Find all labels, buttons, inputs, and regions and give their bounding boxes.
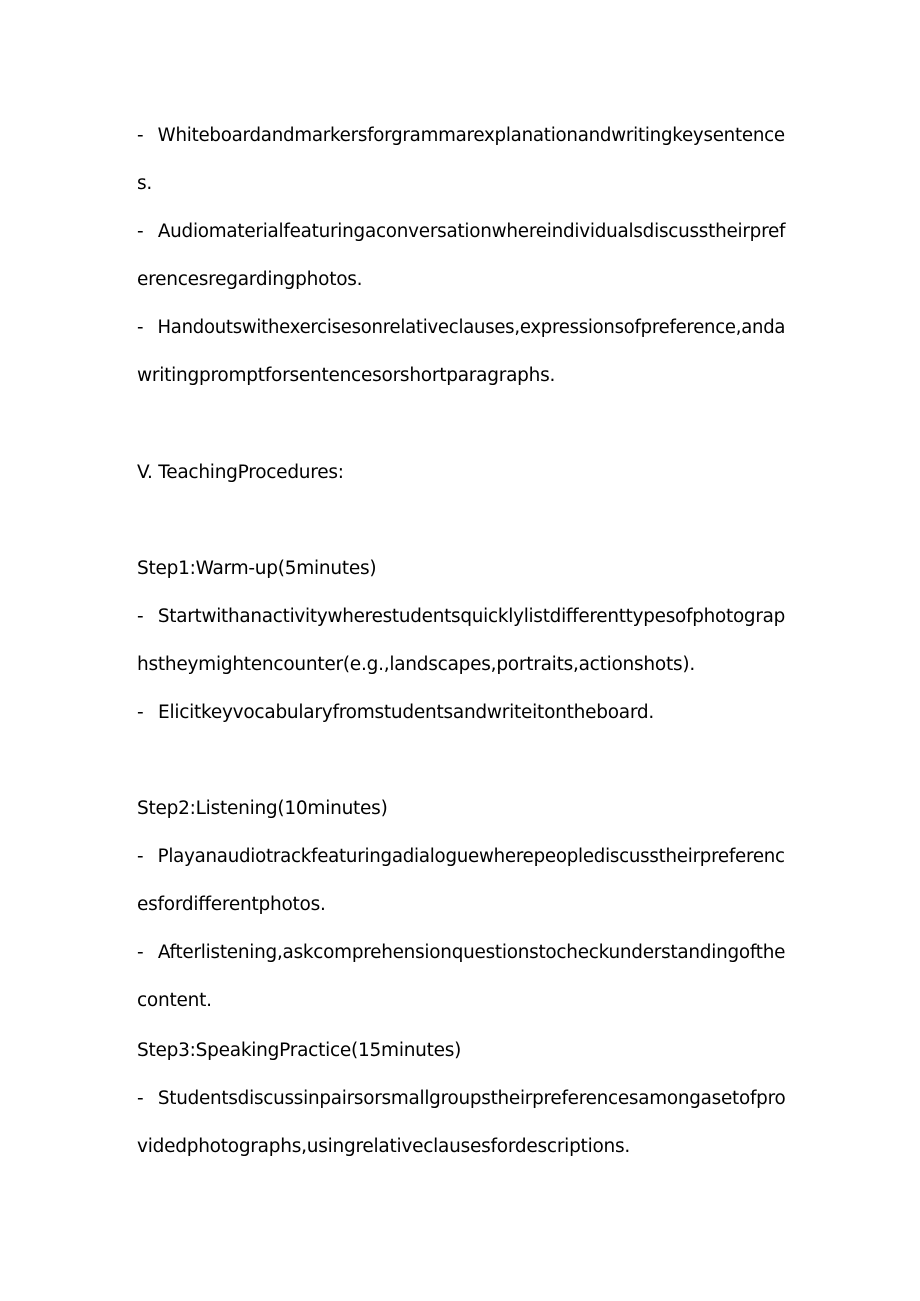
step3-bullet1-line1: [137, 1087, 785, 1111]
materials-whiteboard-line1: [137, 124, 785, 148]
bullet-dash: -: [137, 1088, 144, 1109]
step2-bullet1-line2: esfordifferentphotos.: [137, 894, 326, 915]
materials-audio-line1: [137, 220, 785, 244]
step2-bullet2-text: Afterlistening,askcomprehensionquestionstocheckunderstandingofthe: [157, 942, 786, 963]
step2-bullet2-line2: content.: [137, 990, 212, 1011]
bullet-dash: -: [137, 702, 144, 723]
step2-bullet1-line1: [137, 845, 785, 869]
materials-audio-line2: erencesregardingphotos.: [137, 269, 363, 290]
section-v-heading: V. TeachingProcedures:: [137, 462, 344, 483]
materials-handouts-text: Handoutswithexercisesonrelativeclauses,expressionsofpreference,anda: [157, 317, 786, 338]
bullet-dash: -: [137, 125, 144, 146]
bullet-dash: -: [137, 221, 144, 242]
step3-bullet1-line2: videdphotographs,usingrelativeclausesfordescriptions.: [137, 1136, 631, 1157]
step2-heading: Step2:Listening(10minutes): [137, 798, 388, 819]
materials-whiteboard-text: Whiteboardandmarkersforgrammarexplanationandwritingkeysentence: [157, 125, 785, 146]
materials-handouts-line2: writingpromptforsentencesorshortparagraphs.: [137, 365, 556, 386]
step1-bullet2-text: Elicitkeyvocabularyfromstudentsandwriteitontheboard.: [158, 702, 655, 723]
step1-heading: Step1:Warm-up(5minutes): [137, 558, 377, 579]
step3-bullet1-text: Studentsdiscussinpairsorsmallgroupstheirpreferencesamongasetofpro: [157, 1088, 786, 1109]
materials-handouts-line1: [137, 316, 785, 340]
materials-audio-text: Audiomaterialfeaturingaconversationwhereindividualsdiscusstheirpref: [157, 221, 786, 242]
step2-bullet1-text: Playanaudiotrackfeaturingadialoguewherepeoplediscusstheirpreferenc: [157, 846, 785, 867]
step1-bullet1-text: Startwithanactivitywherestudentsquicklylistdifferenttypesofphotograp: [157, 606, 786, 627]
step3-heading: Step3:SpeakingPractice(15minutes): [137, 1040, 462, 1061]
step2-bullet2-line1: [137, 941, 785, 965]
step1-bullet1-line2: hstheymightencounter(e.g.,landscapes,portraits,actionshots).: [137, 654, 695, 675]
materials-whiteboard-line2: s.: [137, 173, 153, 194]
bullet-dash: -: [137, 606, 144, 627]
bullet-dash: -: [137, 846, 144, 867]
bullet-dash: -: [137, 942, 144, 963]
bullet-dash: -: [137, 317, 144, 338]
step1-bullet2-line1: [137, 701, 654, 725]
step1-bullet1-line1: [137, 605, 785, 629]
